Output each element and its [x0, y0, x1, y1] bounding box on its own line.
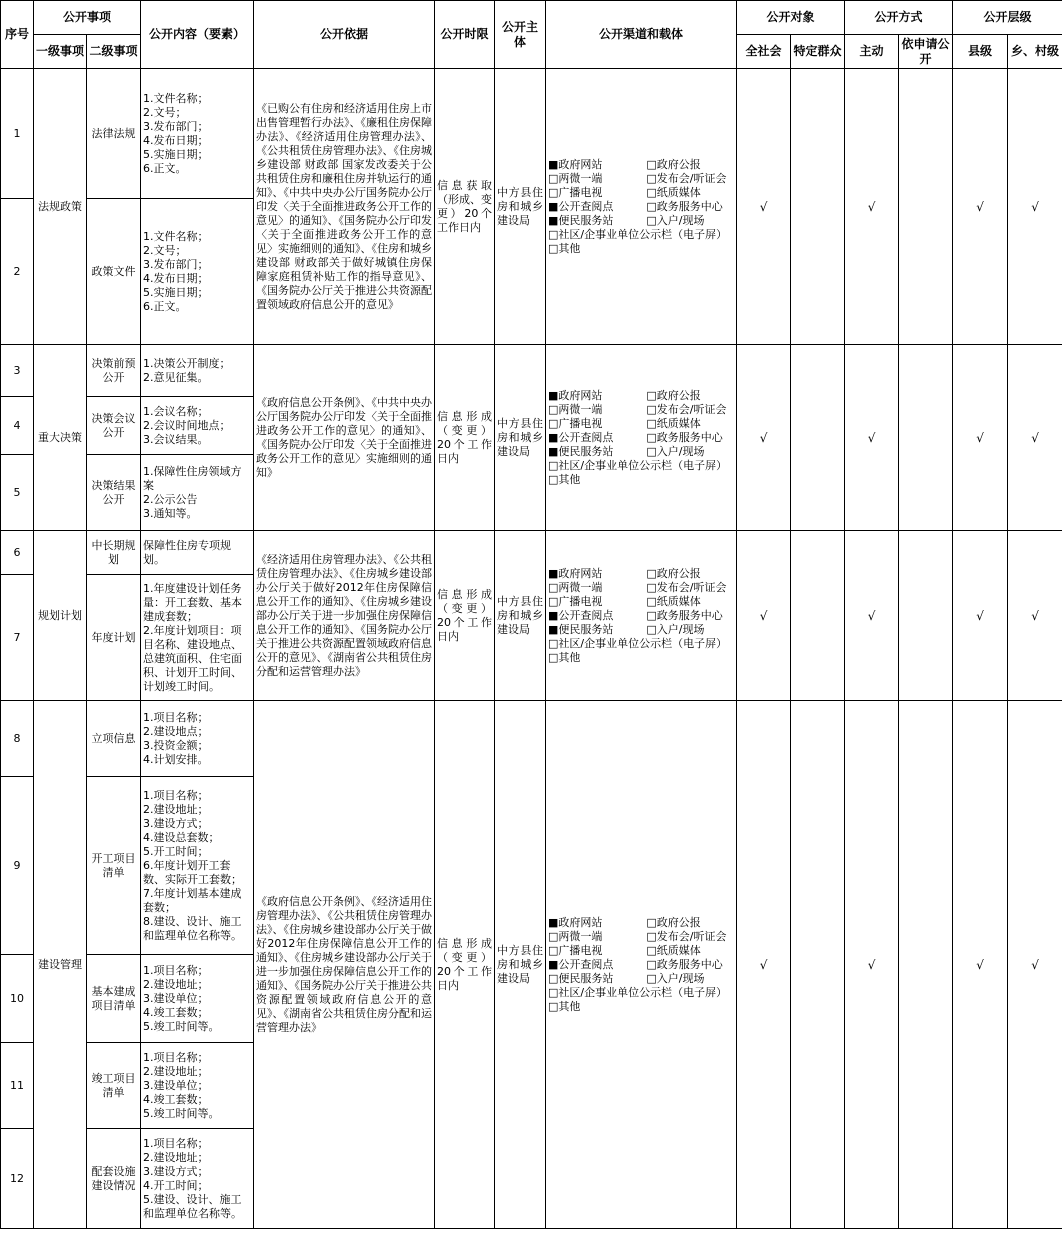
- empty-method-apply: [899, 345, 953, 531]
- check-level-county: √: [953, 701, 1008, 1229]
- content-cell: 1.项目名称； 2.建设地址； 3.建设单位； 4.竣工套数； 5.竣工时间等。: [141, 1043, 254, 1129]
- content-cell: 1.保障性住房领域方案 2.公示公告 3.通知等。: [141, 455, 254, 531]
- header-matters: 公开事项: [34, 1, 141, 35]
- content-cell: 保障性住房专项规划。: [141, 531, 254, 575]
- row-seq: 3: [1, 345, 34, 397]
- empty-target-specific: [791, 345, 845, 531]
- time-limit-cell: 信息获取（形成、变更）20个工作日内: [435, 69, 495, 345]
- time-limit-cell: 信息形成（变更）20个工作日内: [435, 345, 495, 531]
- row-seq: 8: [1, 701, 34, 777]
- content-cell: 1.决策公开制度； 2.意见征集。: [141, 345, 254, 397]
- check-level-county: √: [953, 69, 1008, 345]
- subject-cell: 中方县住房和城乡建设局: [495, 69, 546, 345]
- table-row: [1, 531, 1062, 575]
- check-level-town: √: [1008, 345, 1062, 531]
- row-seq: 2: [1, 199, 34, 345]
- header-method-active: 主动: [845, 35, 899, 69]
- channel-cell: ■政府网站 □政府公报 □两微一端 □发布会/听证会 □广播电视 □纸质媒体 ■公开查阅点 □政务服务中心 ■便民服务站 □入户/现场 □社区/企事业单位公示栏（电子屏） □其他: [546, 345, 737, 531]
- row-seq: 5: [1, 455, 34, 531]
- check-level-town: √: [1008, 531, 1062, 701]
- content-cell: 1.年度建设计划任务量：开工套数、基本建成套数； 2.年度计划项目：项目名称、建设地点、总建筑面积、住宅面积、计划开工时间、计划竣工时间。: [141, 575, 254, 701]
- content-cell: 1.文件名称； 2.文号； 3.发布部门； 4.发布日期； 5.实施日期； 6.正文。: [141, 199, 254, 345]
- basis-cell: 《经济适用住房管理办法》、《公共租赁住房管理办法》、《住房城乡建设部办公厅关于做好2012年住房保障信息公开工作的通知》、《住房城乡建设部办公厅关于进一步加强住房保障信息公开工作的通知》、《国务院办公厅关于推进公共资源配置领域政府信息公开的意见》、《湖南省公共租赁住房分配和运营管理办法》: [254, 531, 435, 701]
- empty-method-apply: [899, 701, 953, 1229]
- row-seq: 11: [1, 1043, 34, 1129]
- row-seq: 10: [1, 955, 34, 1043]
- channel-cell: ■政府网站 □政府公报 □两微一端 □发布会/听证会 □广播电视 □纸质媒体 ■公开查阅点 □政务服务中心 ■便民服务站 □入户/现场 □社区/企事业单位公示栏（电子屏） □其他: [546, 531, 737, 701]
- content-cell: 1.项目名称； 2.建设地点； 3.投资金额； 4.计划安排。: [141, 701, 254, 777]
- time-limit-cell: 信息形成（变更）20个工作日内: [435, 701, 495, 1229]
- empty-target-specific: [791, 69, 845, 345]
- basis-cell: 《政府信息公开条例》、《中共中央办公厅国务院办公厅印发〈关于全面推进政务公开工作的意见〉的通知》、《国务院办公厅印发〈关于全面推进政务公开工作的意见〉实施细则的通知》: [254, 345, 435, 531]
- content-cell: 1.文件名称； 2.文号； 3.发布部门； 4.发布日期； 5.实施日期； 6.正文。: [141, 69, 254, 199]
- row-seq: 9: [1, 777, 34, 955]
- category-cell: 建设管理: [34, 701, 87, 1229]
- item-cell: 决策结果公开: [87, 455, 141, 531]
- content-cell: 1.项目名称； 2.建设地址； 3.建设方式； 4.开工时间； 5.建设、设计、施工和监理单位名称等。: [141, 1129, 254, 1229]
- row-seq: 12: [1, 1129, 34, 1229]
- empty-method-apply: [899, 69, 953, 345]
- subject-cell: 中方县住房和城乡建设局: [495, 531, 546, 701]
- header-level2: 二级事项: [87, 35, 141, 69]
- empty-method-apply: [899, 531, 953, 701]
- check-level-county: √: [953, 345, 1008, 531]
- header-content: 公开内容（要素）: [141, 1, 254, 69]
- header-level-county: 县级: [953, 35, 1008, 69]
- item-cell: 法律法规: [87, 69, 141, 199]
- header-time-limit: 公开时限: [435, 1, 495, 69]
- header-seq: 序号: [1, 1, 34, 69]
- table-row: [1, 345, 1062, 397]
- check-level-town: √: [1008, 701, 1062, 1229]
- subject-cell: 中方县住房和城乡建设局: [495, 701, 546, 1229]
- row-seq: 1: [1, 69, 34, 199]
- header-level: 公开层级: [953, 1, 1062, 35]
- category-cell: 规划计划: [34, 531, 87, 701]
- row-seq: 6: [1, 531, 34, 575]
- item-cell: 决策会议公开: [87, 397, 141, 455]
- header-method-apply: 依申请公开: [899, 35, 953, 69]
- row-seq: 7: [1, 575, 34, 701]
- item-cell: 竣工项目清单: [87, 1043, 141, 1129]
- header-subject: 公开主体: [495, 1, 546, 69]
- check-target-all: √: [737, 701, 791, 1229]
- header-level1: 一级事项: [34, 35, 87, 69]
- check-level-town: √: [1008, 69, 1062, 345]
- item-cell: 政策文件: [87, 199, 141, 345]
- channel-cell: ■政府网站 □政府公报 □两微一端 □发布会/听证会 □广播电视 □纸质媒体 ■公开查阅点 □政务服务中心 □便民服务站 □入户/现场 □社区/企事业单位公示栏（电子屏） □其他: [546, 701, 737, 1229]
- header-basis: 公开依据: [254, 1, 435, 69]
- item-cell: 决策前预公开: [87, 345, 141, 397]
- item-cell: 年度计划: [87, 575, 141, 701]
- check-method-active: √: [845, 69, 899, 345]
- check-target-all: √: [737, 345, 791, 531]
- header-target-specific: 特定群众: [791, 35, 845, 69]
- check-method-active: √: [845, 345, 899, 531]
- subject-cell: 中方县住房和城乡建设局: [495, 345, 546, 531]
- header-method: 公开方式: [845, 1, 953, 35]
- item-cell: 中长期规划: [87, 531, 141, 575]
- content-cell: 1.会议名称； 2.会议时间地点； 3.会议结果。: [141, 397, 254, 455]
- row-seq: 4: [1, 397, 34, 455]
- check-method-active: √: [845, 701, 899, 1229]
- channel-cell: ■政府网站 □政府公报 □两微一端 □发布会/听证会 □广播电视 □纸质媒体 ■公开查阅点 □政务服务中心 ■便民服务站 □入户/现场 □社区/企事业单位公示栏（电子屏） □其他: [546, 69, 737, 345]
- check-target-all: √: [737, 531, 791, 701]
- content-cell: 1.项目名称； 2.建设地址； 3.建设单位； 4.竣工套数； 5.竣工时间等。: [141, 955, 254, 1043]
- empty-target-specific: [791, 531, 845, 701]
- category-cell: 重大决策: [34, 345, 87, 531]
- content-cell: 1.项目名称； 2.建设地址； 3.建设方式； 4.建设总套数； 5.开工时间； 6.年度计划开工套数、实际开工套数； 7.年度计划基本建成套数； 8.建设、设计、施工和监理单位名称等。: [141, 777, 254, 955]
- empty-target-specific: [791, 701, 845, 1229]
- header-level-town: 乡、村级: [1008, 35, 1062, 69]
- category-cell: 法规政策: [34, 69, 87, 345]
- item-cell: 立项信息: [87, 701, 141, 777]
- item-cell: 配套设施建设情况: [87, 1129, 141, 1229]
- item-cell: 基本建成项目清单: [87, 955, 141, 1043]
- time-limit-cell: 信息形成（变更）20个工作日内: [435, 531, 495, 701]
- check-level-county: √: [953, 531, 1008, 701]
- item-cell: 开工项目清单: [87, 777, 141, 955]
- check-method-active: √: [845, 531, 899, 701]
- basis-cell: 《政府信息公开条例》、《经济适用住房管理办法》、《公共租赁住房管理办法》、《住房城乡建设部办公厅关于做好2012年住房保障信息公开工作的通知》、《住房城乡建设部办公厅关于进一步加强住房保障信息公开工作的通知》、《国务院办公厅关于推进公共资源配置领域政府信息公开的意见》、《湖南省公共租赁住房分配和运营管理办法》: [254, 701, 435, 1229]
- table-row: [1, 701, 1062, 777]
- basis-cell: 《已购公有住房和经济适用住房上市出售管理暂行办法》、《廉租住房保障办法》、《经济适用住房管理办法》、《公共租赁住房管理办法》、《住房城乡建设部 财政部 国家发改委关于公共租赁住房和廉租住房并轨运行的通知》、《中共中央办公厅国务院办公厅印发〈关于全面推进政务公开工作的意见〉的通知》、《国务院办公厅印发〈关于全面推进政务公开工作的意见〉实施细则的通知》、《住房和城乡建设部 财政部关于做好城镇住房保障家庭租赁补贴工作的指导意见》、《国务院办公厅关于推进公共资源配置领域政府信息公开的意见》: [254, 69, 435, 345]
- header-target-all: 全社会: [737, 35, 791, 69]
- header-channel: 公开渠道和载体: [546, 1, 737, 69]
- table-row: [1, 69, 1062, 199]
- header-target: 公开对象: [737, 1, 845, 35]
- check-target-all: √: [737, 69, 791, 345]
